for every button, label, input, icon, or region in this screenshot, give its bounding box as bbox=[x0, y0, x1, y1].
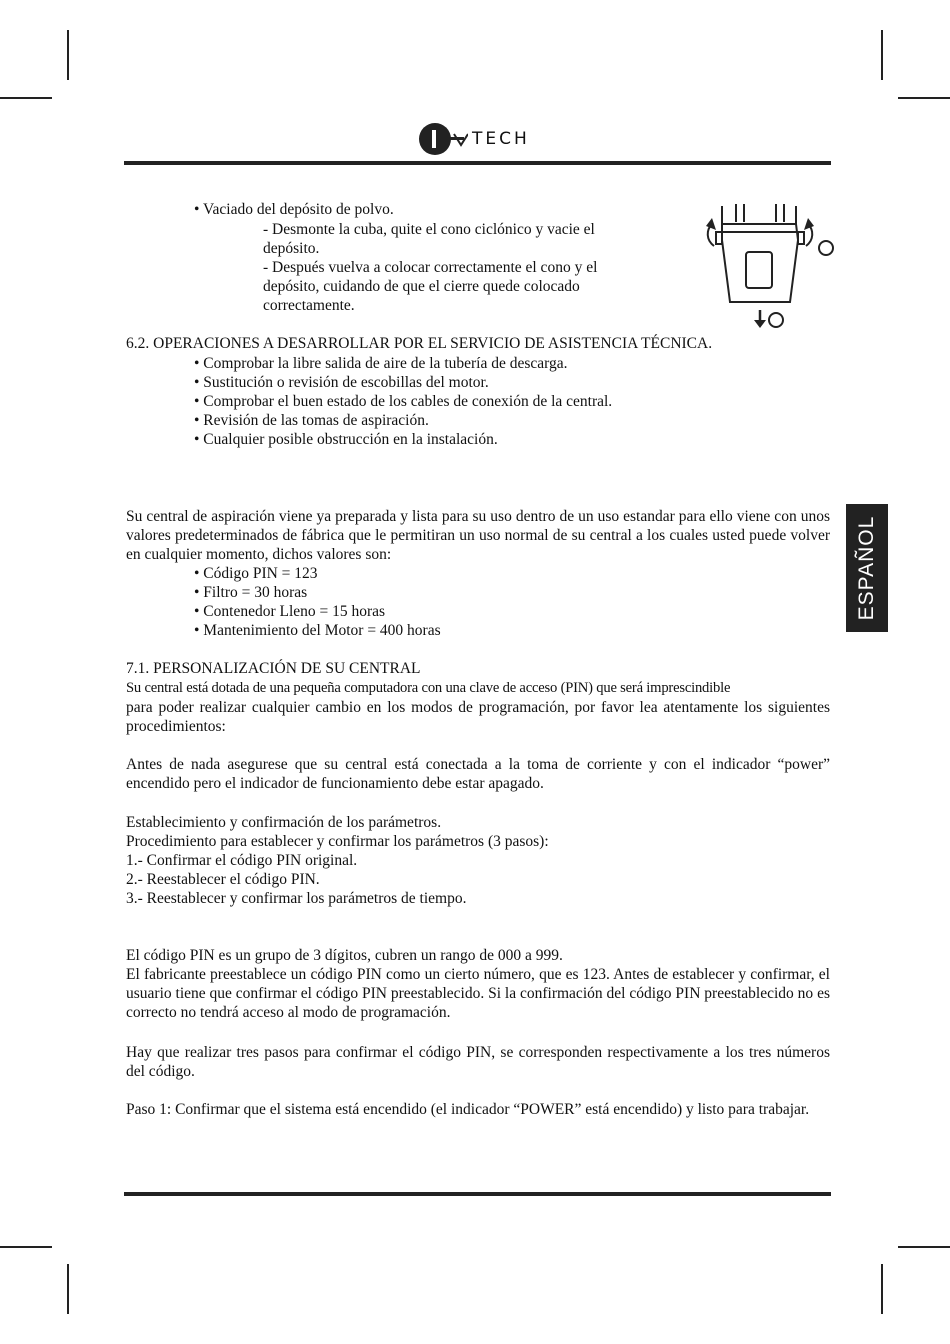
step-item: 1.- Confirmar el código PIN original. bbox=[126, 852, 358, 869]
paragraph-line: Su central está dotada de una pequeña computadora con una clave de acceso (PIN) que será imprescindible bbox=[126, 680, 731, 696]
footer-rule bbox=[124, 1192, 831, 1196]
bullet-empty-tank: • Vaciado del depósito de polvo. bbox=[194, 201, 394, 218]
steps-intro: Procedimiento para establecer y confirmar los parámetros (3 pasos): bbox=[126, 833, 549, 850]
default-value-item: • Filtro = 30 horas bbox=[194, 584, 308, 601]
crop-mark bbox=[898, 1246, 950, 1248]
paragraph-defaults: Su central de aspiración viene ya preparada y lista para su uso dentro de un uso estandar para ello viene con unos valores predeterminados de fábrica que le permitiran un uso normal de su central a los cuales usted puede volver en cualquier momento, dichos valores son: bbox=[126, 508, 830, 564]
list-item: • Cualquier posible obstrucción en la instalación. bbox=[194, 431, 498, 448]
default-value-item: • Código PIN = 123 bbox=[194, 565, 318, 582]
instruction-line: depósito, cuidando de que el cierre quede colocado bbox=[263, 278, 580, 295]
pin-range-line: El código PIN es un grupo de 3 dígitos, cubren un rango de 000 a 999. bbox=[126, 947, 563, 964]
language-tab bbox=[846, 504, 888, 632]
step-item: 2.- Reestablecer el código PIN. bbox=[126, 871, 320, 888]
section-heading: 6.2. OPERACIONES A DESARROLLAR POR EL SERVICIO DE ASISTENCIA TÉCNICA. bbox=[126, 335, 713, 352]
step-item: 3.- Reestablecer y confirmar los parámetros de tiempo. bbox=[126, 890, 467, 907]
paragraph-pin-intro: para poder realizar cualquier cambio en los modos de programación, por favor lea atentamente los siguientes procedimientos: bbox=[126, 699, 830, 736]
crop-mark bbox=[0, 97, 52, 99]
brand-logo-icon bbox=[418, 121, 468, 157]
default-value-item: • Mantenimiento del Motor = 400 horas bbox=[194, 622, 441, 639]
list-item: • Sustitución o revisión de escobillas del motor. bbox=[194, 374, 489, 391]
instruction-line: depósito. bbox=[263, 240, 320, 257]
list-item: • Revisión de las tomas de aspiración. bbox=[194, 412, 429, 429]
paragraph-pin-steps: Hay que realizar tres pasos para confirmar el código PIN, se corresponden respectivamente a los tres números del código. bbox=[126, 1044, 830, 1081]
paragraph-pin-default: El fabricante preestablece un código PIN como un cierto número, que es 123. Antes de establecer y confirmar, el usuario tiene que confirmar el código PIN preestablecido. Si la confirmación del código PIN preestablecido no es correcto no tendrá acceso al modo de programación. bbox=[126, 966, 830, 1022]
list-item: • Comprobar la libre salida de aire de la tubería de descarga. bbox=[194, 355, 568, 372]
instruction-line: - Desmonte la cuba, quite el cono ciclónico y vacie el bbox=[263, 221, 595, 238]
list-item: • Comprobar el buen estado de los cables de conexión de la central. bbox=[194, 393, 613, 410]
default-value-item: • Contenedor Lleno = 15 horas bbox=[194, 603, 386, 620]
crop-mark bbox=[67, 30, 69, 80]
instruction-line: - Después vuelva a colocar correctamente el cono y el bbox=[263, 259, 598, 276]
section-heading: 7.1. PERSONALIZACIÓN DE SU CENTRAL bbox=[126, 660, 421, 677]
crop-mark bbox=[881, 30, 883, 80]
crop-mark bbox=[881, 1264, 883, 1314]
brand-name: TECH bbox=[472, 129, 530, 149]
steps-title: Establecimiento y confirmación de los parámetros. bbox=[126, 814, 442, 831]
paragraph-step-1: Paso 1: Confirmar que el sistema está encendido (el indicador “POWER” está encendido) y listo para trabajar. bbox=[126, 1101, 810, 1118]
brand-logo bbox=[418, 121, 530, 157]
paragraph-power: Antes de nada asegurese que su central está conectada a la toma de corriente y con el indicador “power” encendido pero el indicador de funcionamiento debe estar apagado. bbox=[126, 756, 830, 793]
crop-mark bbox=[0, 1246, 52, 1248]
crop-mark bbox=[67, 1264, 69, 1314]
instruction-line: correctamente. bbox=[263, 297, 355, 314]
language-tab-label: ESPAÑOL bbox=[855, 515, 878, 621]
tank-illustration bbox=[700, 200, 840, 332]
crop-mark bbox=[898, 97, 950, 99]
header-rule bbox=[124, 161, 831, 165]
